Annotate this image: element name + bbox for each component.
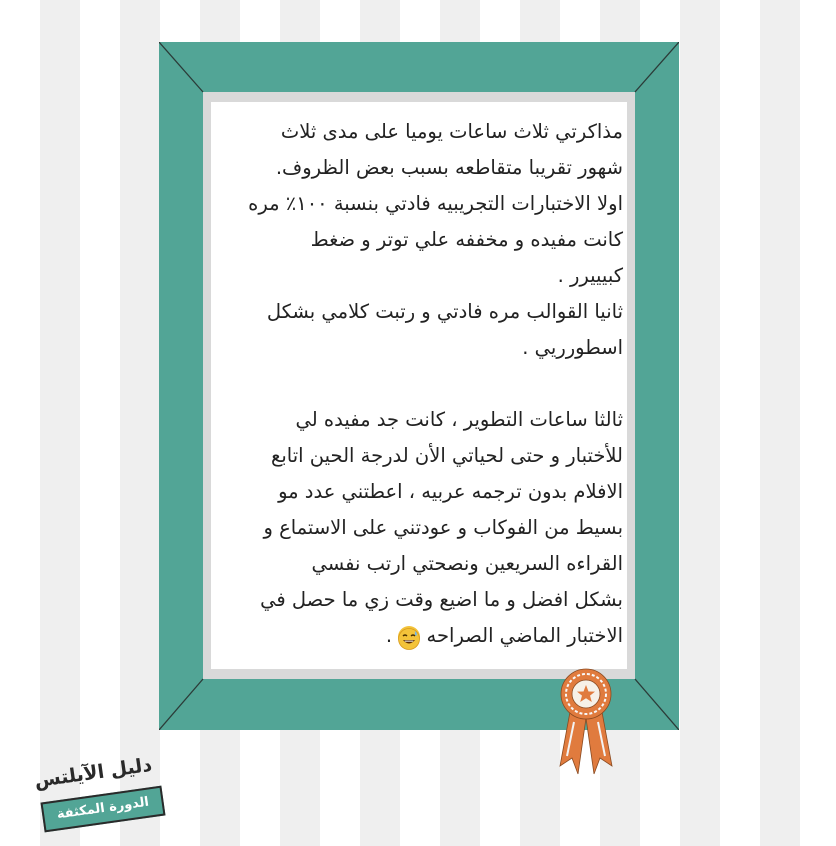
final-period: . bbox=[385, 624, 393, 647]
text-line: القراءه السريعين ونصحتي ارتب نفسي bbox=[311, 552, 623, 575]
text-line: للأختبار و حتى لحياتي الأن لدرجة الحين اتابع bbox=[270, 444, 623, 467]
picture-frame bbox=[159, 42, 679, 730]
text-line: ثالثا ساعات التطوير ، كانت جد مفيده لي bbox=[295, 408, 623, 431]
logo-title: دليل الآيلتس bbox=[33, 753, 154, 793]
testimonial-text bbox=[215, 114, 623, 654]
award-ribbon-icon bbox=[556, 666, 616, 778]
text-line: بشكل افضل و ما اضيع وقت زي ما حصل في bbox=[260, 588, 623, 611]
text-line: كانت مفيده و مخففه علي توتر و ضغط bbox=[310, 228, 623, 251]
text-line: الافلام بدون ترجمه عربيه ، اعطتني عدد مو bbox=[278, 480, 623, 503]
grinning-sweat-face-icon bbox=[398, 626, 420, 648]
text-line: الاختبار الماضي الصراحه bbox=[426, 624, 623, 647]
text-line: شهور تقريبا متقاطعه بسبب بعض الظروف. bbox=[275, 156, 623, 179]
ielts-guide-logo bbox=[30, 753, 170, 832]
text-line: اسطورريي . bbox=[522, 336, 623, 359]
frame-mat bbox=[203, 92, 635, 679]
logo-band: الدورة المكثفة bbox=[41, 786, 166, 833]
text-line: بسيط من الفوكاب و عودتني على الاستماع و bbox=[263, 516, 623, 539]
text-line: اولا الاختبارات التجريبيه فادتي بنسبة ١٠٠٪ مره bbox=[248, 192, 623, 215]
text-line: مذاكرتي ثلاث ساعات يوميا على مدى ثلاث bbox=[280, 120, 623, 143]
paragraph-gap bbox=[215, 366, 623, 402]
testimonial-paper bbox=[211, 102, 627, 669]
text-line: كبيييرر . bbox=[557, 264, 623, 287]
text-line-last bbox=[215, 618, 623, 654]
text-line: ثانيا القوالب مره فادتي و رتبت كلامي بشكل bbox=[266, 300, 623, 323]
